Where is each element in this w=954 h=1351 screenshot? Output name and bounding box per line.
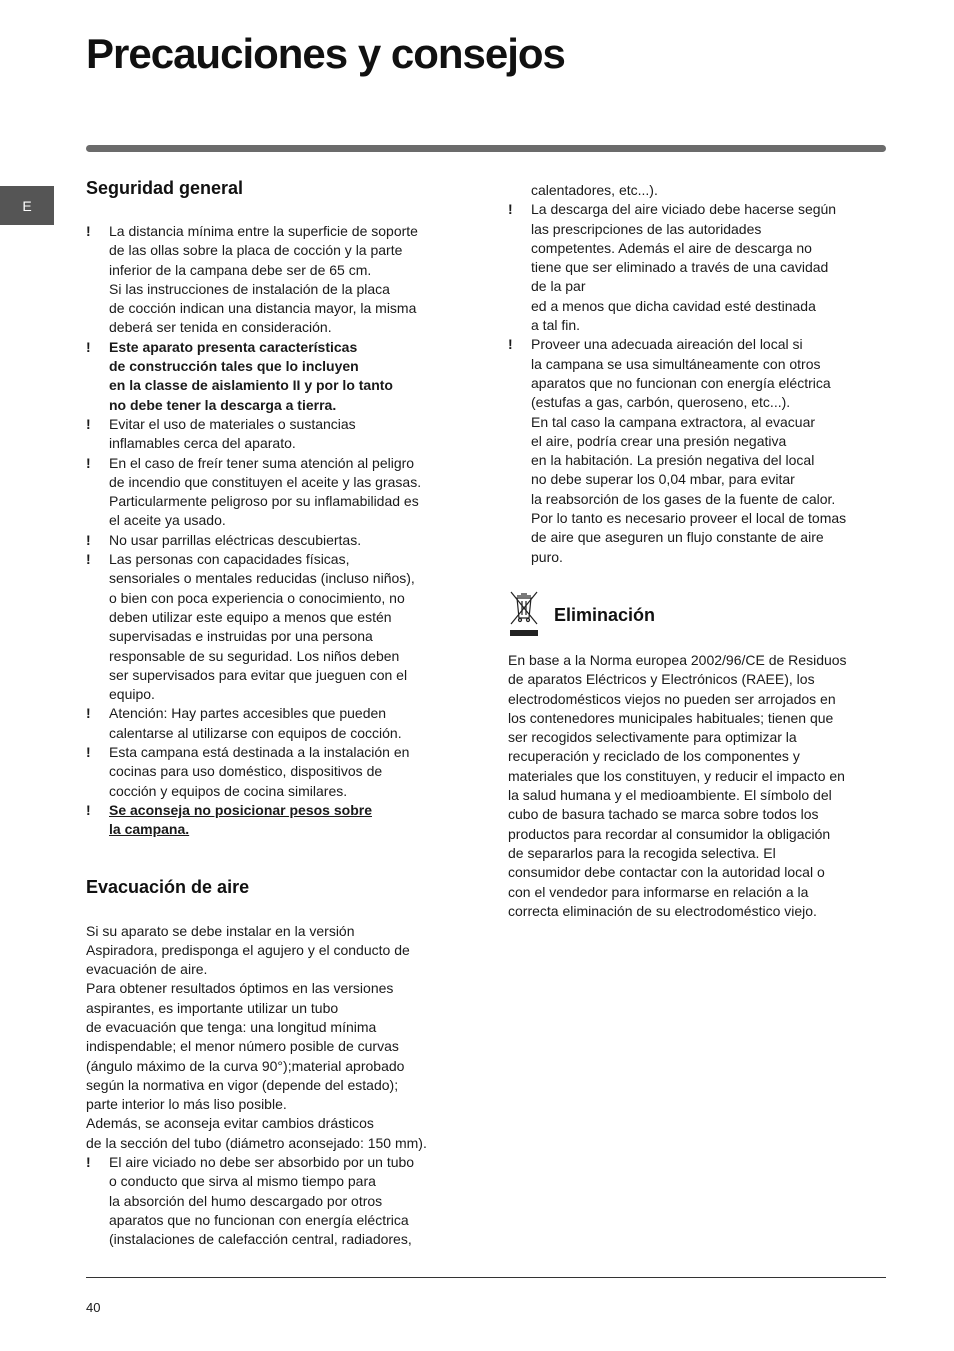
text-line: Si su aparato se debe instalar en la versión — [86, 922, 355, 939]
title-divider — [86, 145, 886, 152]
bullet-line: cocción y equipos de cocina similares. — [109, 782, 348, 799]
bullet-line: la reabsorción de los gases de la fuente de calor. — [531, 490, 836, 507]
bullet-item — [508, 335, 888, 567]
bullet-line: en la habitación. La presión negativa del local — [531, 452, 815, 469]
bullet-line: supervisadas e instruidas por una persona — [109, 628, 373, 645]
bullet-line: No usar parrillas eléctricas descubiertas. — [109, 531, 362, 548]
evacuacion-text — [86, 922, 466, 1154]
bullet-line: Proveer una adecuada aireación del local si — [531, 336, 803, 353]
bullet-line: deberá ser tenida en consideración. — [109, 319, 332, 336]
text-line: con el vendedor para informarse en relación a la — [508, 883, 809, 900]
bullet-line: ed a menos que dicha cavidad esté destinada — [531, 297, 816, 314]
left-column — [86, 176, 466, 1250]
exclamation-icon: ! — [508, 336, 513, 353]
exclamation-icon: ! — [86, 338, 91, 355]
bullet-line: equipo. — [109, 686, 155, 703]
bullet-item — [86, 801, 466, 840]
exclamation-icon: ! — [86, 223, 91, 239]
bullet-line: de construcción tales que lo incluyen — [109, 358, 359, 375]
text-line: aspirantes, es importante utilizar un tubo — [86, 999, 339, 1016]
bullet-line: de incendio que constituyen el aceite y las grasas. — [109, 473, 422, 490]
bullet-item — [86, 338, 466, 415]
text-line: de evacuación que tenga: una longitud mínima — [86, 1018, 377, 1035]
bullet-line: cocinas para uso doméstico, dispositivos de — [109, 763, 383, 780]
bullet-line: de cocción indican una distancia mayor, la misma — [109, 300, 417, 317]
bullet-line: Se aconseja no posicionar pesos sobre — [109, 801, 372, 818]
section-heading-seguridad: Seguridad general — [86, 178, 244, 198]
continuation-text — [508, 181, 888, 200]
bullet-line: aparatos que no funcionan con energía eléctrica — [109, 1211, 409, 1228]
text-line: indispendable; el menor número posible de curvas — [86, 1038, 399, 1055]
bullet-line: Evitar el uso de materiales o sustancias — [109, 415, 356, 432]
bullet-line: competentes. Además el aire de descarga no — [531, 239, 812, 256]
bullet-item — [86, 704, 466, 743]
bullet-line: en la classe de aislamiento II y por lo tanto — [109, 377, 393, 394]
bullet-line: de la par — [531, 278, 586, 295]
right-list — [508, 200, 888, 567]
text-line: cubo de basura tachado se marca sobre todos los — [508, 806, 819, 823]
text-line: parte interior lo más liso posible. — [86, 1096, 287, 1113]
bullet-line: la campana se usa simultáneamente con otros — [531, 355, 821, 372]
text-line: materiales que los constituyen, y reducir el impacto en — [508, 767, 845, 784]
text-line: ser recogidos selectivamente para optimizar la — [508, 729, 797, 746]
bullet-line: Por lo tanto es necesario proveer el local de tomas — [531, 510, 847, 527]
bullet-item — [86, 550, 466, 704]
exclamation-icon: ! — [86, 415, 91, 432]
section-heading-evacuacion: Evacuación de aire — [86, 876, 250, 897]
bullet-line: aparatos que no funcionan con energía eléctrica — [531, 374, 831, 391]
text-line: recuperación y reciclado de los componentes y — [508, 748, 800, 765]
text-line: evacuación de aire. — [86, 961, 208, 978]
bullet-line: las prescripciones de las autoridades — [531, 220, 762, 237]
bullet-line: El aire viciado no debe ser absorbido por un tubo — [109, 1154, 415, 1171]
bullet-line: la campana. — [109, 821, 190, 838]
bullet-line: En el caso de freír tener suma atención al peligro — [109, 454, 415, 471]
bullet-line: (estufas a gas, carbón, queroseno, etc...). — [531, 394, 791, 411]
bullet-line: a tal fin. — [531, 317, 581, 334]
text-line: Aspiradora, predisponga el agujero y el conducto de — [86, 941, 410, 958]
bullet-line: no debe superar los 0,04 mbar, para evitar — [531, 471, 795, 488]
bullet-line: tiene que ser eliminado a través de una cavidad — [531, 259, 829, 276]
section-heading-eliminacion: Eliminación — [554, 604, 656, 625]
exclamation-icon: ! — [508, 201, 513, 218]
bullet-item — [86, 454, 466, 531]
bullet-line: de aire que aseguren un flujo constante de aire — [531, 529, 824, 546]
bullet-item — [508, 200, 888, 335]
text-line: Además, se aconseja evitar cambios drásticos — [86, 1115, 374, 1132]
page-title: Precauciones y consejos — [86, 30, 565, 77]
bullet-line: deben utilizar este equipo a menos que estén — [109, 608, 392, 625]
evacuacion-list — [86, 1153, 466, 1249]
text-line: de aparatos Eléctricos y Electrónicos (RAEE), los — [508, 671, 815, 688]
bullet-line: la absorción del humo descargado por otros — [109, 1192, 383, 1209]
bullet-line: el aceite ya usado. — [109, 512, 226, 529]
text-line: según la normativa en vigor (depende del estado); — [86, 1076, 399, 1093]
right-column — [508, 181, 888, 921]
exclamation-icon: ! — [86, 801, 91, 818]
text-line: consumidor debe contactar con la autoridad local o — [508, 864, 825, 881]
eliminacion-text — [508, 651, 888, 921]
footer-divider — [86, 1277, 886, 1278]
bullet-line: sensoriales o mentales reducidas (incluso niños), — [109, 570, 415, 587]
bullet-item — [86, 222, 466, 338]
bullet-line: puro. — [531, 548, 563, 565]
text-line: los contenedores municipales habituales; tienen que — [508, 709, 834, 726]
text-line: (ángulo máximo de la curva 90°);material aprobado — [86, 1057, 405, 1074]
text-line: electrodomésticos viejos no pueden ser arrojados en — [508, 690, 836, 707]
bullet-item — [86, 415, 466, 454]
bullet-line: no debe tener la descarga a tierra. — [109, 396, 337, 413]
bullet-line: Las personas con capacidades físicas, — [109, 551, 350, 568]
text-line: la salud humana y el medioambiente. El símbolo del — [508, 787, 832, 804]
seguridad-list — [86, 222, 466, 840]
bullet-line: Este aparato presenta características — [109, 338, 358, 355]
bullet-line: (instalaciones de calefacción central, radiadores, — [109, 1231, 412, 1248]
bullet-line: Atención: Hay partes accesibles que pueden — [109, 705, 387, 722]
crossed-bin-icon — [508, 591, 540, 637]
exclamation-icon: ! — [86, 531, 91, 548]
bullet-item — [86, 531, 466, 550]
page-number: 40 — [86, 1300, 101, 1315]
bullet-line: La distancia mínima entre la superficie de soporte — [109, 223, 418, 239]
bullet-line: inferior de la campana debe ser de 65 cm. — [109, 261, 372, 278]
bullet-line: ser supervisados para evitar que jueguen con el — [109, 666, 408, 683]
bullet-line: Particularmente peligroso por su inflamabilidad es — [109, 493, 419, 510]
bullet-line: inflamables cerca del aparato. — [109, 435, 296, 452]
exclamation-icon: ! — [86, 551, 91, 568]
bullet-item — [86, 1153, 466, 1249]
bullet-line: de las ollas sobre la placa de cocción y la parte — [109, 242, 403, 259]
bullet-line: La descarga del aire viciado debe hacerse según — [531, 201, 837, 218]
text-line: Para obtener resultados óptimos en las versiones — [86, 980, 394, 997]
text-line: correcta eliminación de su electrodoméstico viejo. — [508, 902, 817, 919]
exclamation-icon: ! — [86, 1154, 91, 1171]
language-tab: E — [0, 186, 54, 225]
text-line: productos para recordar al consumidor la obligación — [508, 825, 831, 842]
exclamation-icon: ! — [86, 705, 91, 722]
bullet-line: responsable de su seguridad. Los niños deben — [109, 647, 400, 664]
bullet-line: Esta campana está destinada a la instalación en — [109, 744, 410, 761]
text-line: de la sección del tubo (diámetro aconsejado: 150 mm). — [86, 1134, 427, 1151]
text-line: En base a la Norma europea 2002/96/CE de Residuos — [508, 651, 847, 668]
eliminacion-header — [508, 591, 888, 637]
bullet-item — [86, 743, 466, 801]
bullet-line: Si las instrucciones de instalación de la placa — [109, 280, 390, 297]
bullet-line: En tal caso la campana extractora, al evacuar — [531, 413, 816, 430]
continuation-line: calentadores, etc...). — [531, 182, 658, 198]
text-line: de separarlos para la recogida selectiva. El — [508, 844, 776, 861]
bullet-line: o conducto que sirva al mismo tiempo para — [109, 1173, 376, 1190]
bullet-line: el aire, podría crear una presión negativa — [531, 432, 787, 449]
exclamation-icon: ! — [86, 454, 91, 471]
exclamation-icon: ! — [86, 744, 91, 761]
bullet-line: o bien con poca experiencia o conocimiento, no — [109, 589, 405, 606]
bullet-line: calentarse al utilizarse con equipos de cocción. — [109, 724, 402, 741]
